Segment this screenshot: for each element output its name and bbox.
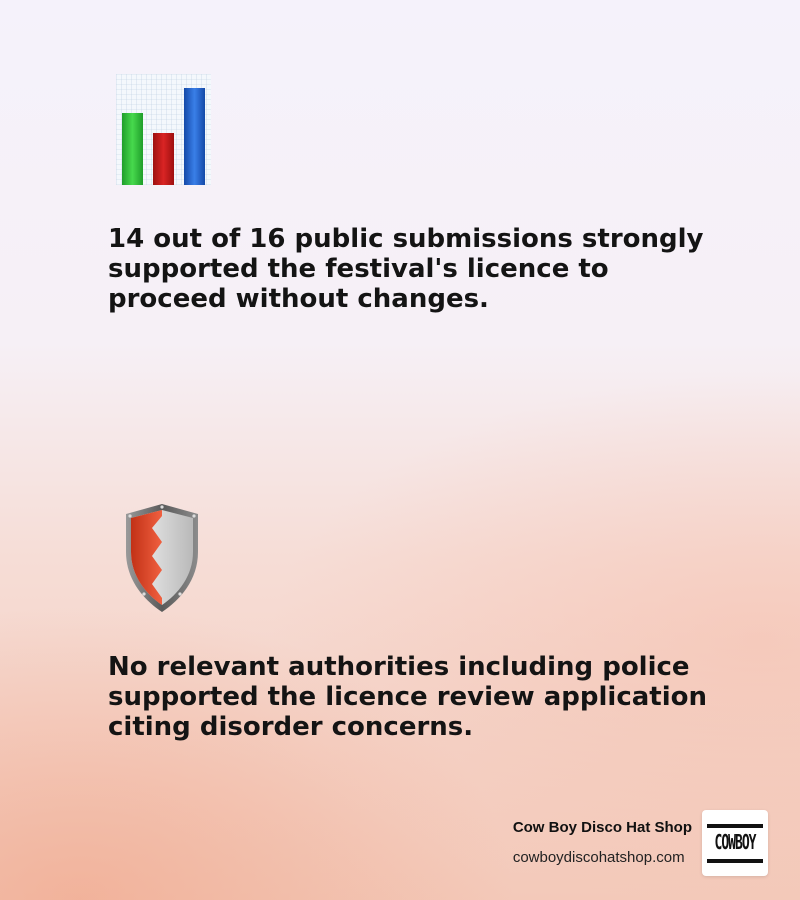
statement-authorities: No relevant authorities including police supported the licence review application citing disorder concerns. — [108, 652, 708, 742]
brand-text — [513, 819, 692, 867]
brand-logo — [702, 810, 768, 876]
brand-name: Cow Boy Disco Hat Shop — [512, 819, 692, 836]
shield-icon — [122, 502, 202, 614]
brand-footer — [513, 810, 768, 876]
logo-text: COWBOY — [714, 831, 756, 855]
website-link[interactable]: cowboydiscohatshop.com — [512, 849, 685, 866]
bar-chart-icon — [116, 74, 211, 185]
logo-bar-bottom — [707, 859, 763, 863]
logo-bar-top — [707, 824, 763, 828]
statement-submissions: 14 out of 16 public submissions strongly supported the festival's licence to proceed without changes. — [108, 224, 704, 314]
